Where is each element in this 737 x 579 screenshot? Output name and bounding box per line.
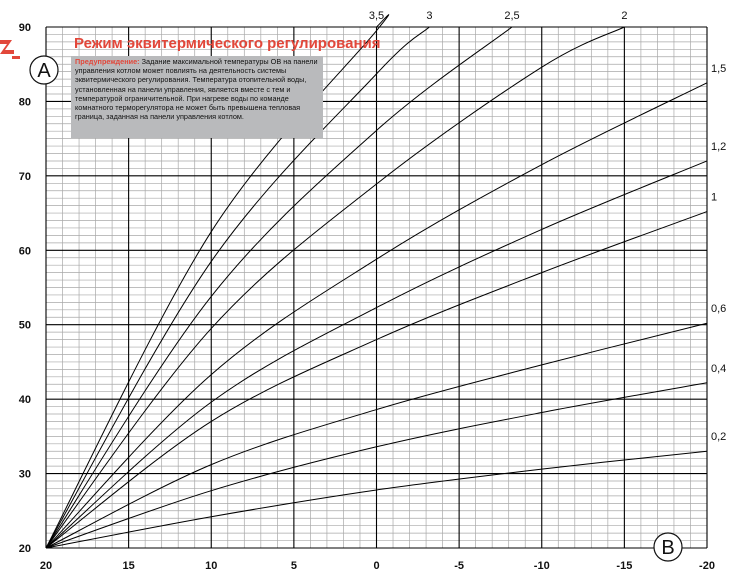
warning-text: Задание максимальной температуры ОВ на панели управления котлом может повлиять на деятельность системы эквитермического регулирования. Температура отопительной воды, установленная на панели управления, является вместе с тем и температурой ограничительной. При нагреве воды по команде комнатного терморегулятора не может быть превышена тепловая граница, заданная на панели управления котлом. — [75, 57, 318, 122]
y-tick-label: 40 — [18, 394, 31, 407]
y-axis-marker — [30, 56, 58, 84]
curve-label: 0,4 — [711, 362, 727, 375]
y-tick-label: 80 — [18, 96, 31, 109]
curve-label: 1,2 — [711, 140, 727, 153]
x-tick-label: -10 — [533, 560, 550, 572]
x-tick-label: -20 — [699, 560, 715, 572]
brand-logo-icon — [0, 36, 22, 62]
chart-title: Режим эквитермического регулирования — [74, 35, 381, 52]
curve-label: 1 — [711, 191, 718, 204]
curve-label: 3 — [426, 10, 433, 22]
x-tick-label: 10 — [205, 560, 218, 572]
x-tick-label: 15 — [122, 560, 135, 572]
y-tick-label: 70 — [18, 170, 31, 183]
x-axis-marker — [654, 533, 682, 561]
warning-box — [71, 56, 323, 138]
curve-label: 3,5 — [368, 10, 385, 22]
curve-label: 2,5 — [504, 10, 520, 22]
curve-label: 1,5 — [711, 62, 727, 75]
x-tick-label: 0 — [373, 560, 380, 572]
x-tick-label: 20 — [39, 560, 53, 572]
y-tick-label: 30 — [18, 468, 31, 481]
x-tick-label: -15 — [616, 560, 633, 572]
curve-label: 2 — [621, 10, 628, 22]
warning-label: Предупреждение: — [75, 57, 140, 66]
curve-label: 0,6 — [711, 303, 727, 316]
x-tick-label: 5 — [290, 560, 297, 572]
y-tick-label: 20 — [18, 543, 31, 555]
curve-label: 0,2 — [711, 431, 727, 444]
y-axis-marker-label: A — [37, 60, 51, 82]
y-tick-label: 50 — [18, 319, 31, 332]
x-tick-label: -5 — [454, 560, 465, 572]
y-tick-label: 90 — [18, 22, 31, 34]
x-axis-marker-label: B — [661, 537, 675, 559]
y-tick-label: 60 — [18, 245, 31, 258]
